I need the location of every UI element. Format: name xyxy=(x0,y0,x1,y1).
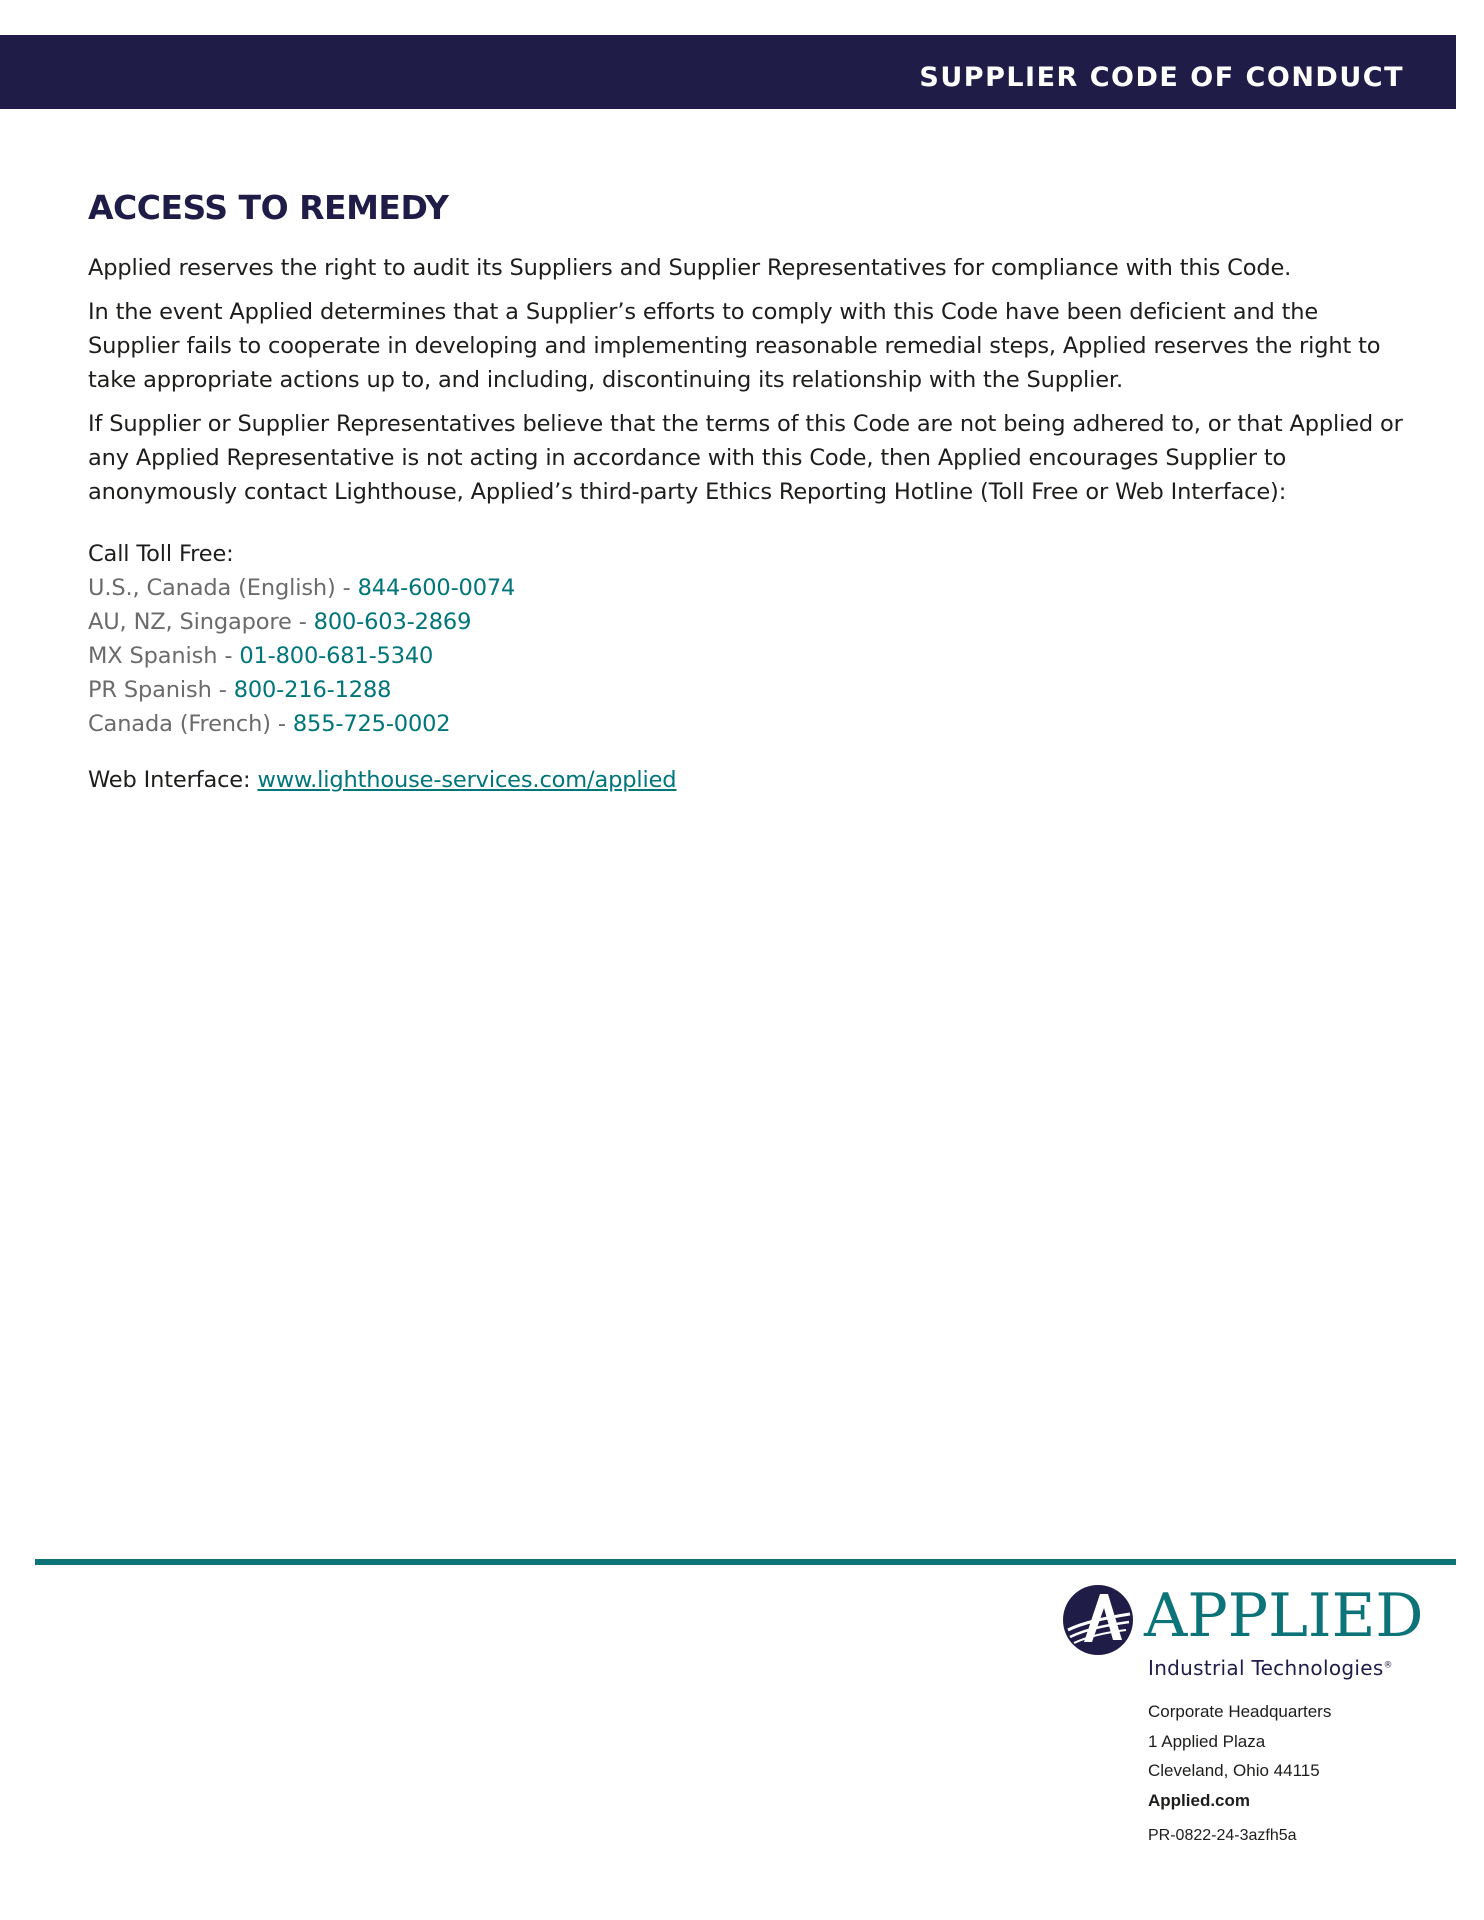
address-line-1: Corporate Headquarters xyxy=(1148,1702,1332,1721)
toll-separator: - xyxy=(270,711,293,737)
body-paragraphs xyxy=(88,251,1408,509)
toll-region: Canada (French) xyxy=(88,711,271,737)
applied-logo xyxy=(1062,1582,1422,1682)
toll-separator: - xyxy=(335,575,358,601)
toll-line xyxy=(88,571,1408,605)
toll-region: MX Spanish xyxy=(88,643,218,669)
toll-region: PR Spanish xyxy=(88,677,212,703)
toll-number-link[interactable]: 01-800-681-5340 xyxy=(239,643,434,669)
toll-number-link[interactable]: 800-603-2869 xyxy=(313,609,472,635)
toll-separator: - xyxy=(291,609,314,635)
toll-line xyxy=(88,639,1408,673)
address-line-2: 1 Applied Plaza xyxy=(1148,1731,1266,1751)
footer-divider xyxy=(35,1559,1456,1565)
applied-logo-wordmark: APPLIED xyxy=(1144,1581,1424,1651)
toll-separator: - xyxy=(211,677,234,703)
web-interface-line xyxy=(88,763,1408,797)
applied-logo-subtitle xyxy=(1148,1656,1393,1680)
header-bar xyxy=(0,35,1456,109)
toll-region: U.S., Canada (English) xyxy=(88,575,336,601)
paragraph-audit: Applied reserves the right to audit its Suppliers and Supplier Representatives for compliance with this Code. xyxy=(88,255,1292,281)
toll-region: AU, NZ, Singapore xyxy=(88,609,292,635)
paragraph-deficient: In the event Applied determines that a Supplier’s efforts to comply with this Code have been deficient and the Supplier fails to cooperate in developing and implementing reasonable remedial steps, Applied reserves the right to take appropriate actions up to, and including, discontinuing its relationship with the Supplier. xyxy=(88,299,1381,393)
paragraph-contact: If Supplier or Supplier Representatives believe that the terms of this Code are not being adhered to, or that Applied or any Applied Representative is not acting in accordance with this Code, then Applied encourages Supplier to anonymously contact Lighthouse, Applied’s third-party Ethics Reporting Hotline (Toll Free or Web Interface): xyxy=(88,411,1403,505)
main-content xyxy=(88,188,1408,797)
section-heading: ACCESS TO REMEDY xyxy=(88,188,449,227)
web-interface-link[interactable]: www.lighthouse-services.com/applied xyxy=(257,767,677,793)
address-line-3: Cleveland, Ohio 44115 xyxy=(1148,1761,1320,1780)
toll-line xyxy=(88,707,1408,741)
toll-number-link[interactable]: 844-600-0074 xyxy=(357,575,516,601)
toll-number-link[interactable]: 800-216-1288 xyxy=(233,677,392,703)
document-code: PR-0822-24-3azfh5a xyxy=(1148,1827,1297,1844)
header-title: SUPPLIER CODE OF CONDUCT xyxy=(919,62,1404,93)
toll-line xyxy=(88,673,1408,707)
website-text: Applied.com xyxy=(1148,1790,1251,1810)
toll-number-link[interactable]: 855-725-0002 xyxy=(292,711,451,737)
toll-separator: - xyxy=(217,643,240,669)
corporate-address xyxy=(1148,1697,1331,1851)
toll-free-label: Call Toll Free: xyxy=(88,541,234,567)
web-interface-label: Web Interface: xyxy=(88,767,258,793)
applied-logo-mark-icon xyxy=(1062,1584,1134,1656)
toll-free-block xyxy=(88,537,1408,741)
logo-subtitle-text: Industrial Technologies xyxy=(1148,1656,1384,1680)
registered-mark: ® xyxy=(1383,1660,1393,1671)
toll-line xyxy=(88,605,1408,639)
